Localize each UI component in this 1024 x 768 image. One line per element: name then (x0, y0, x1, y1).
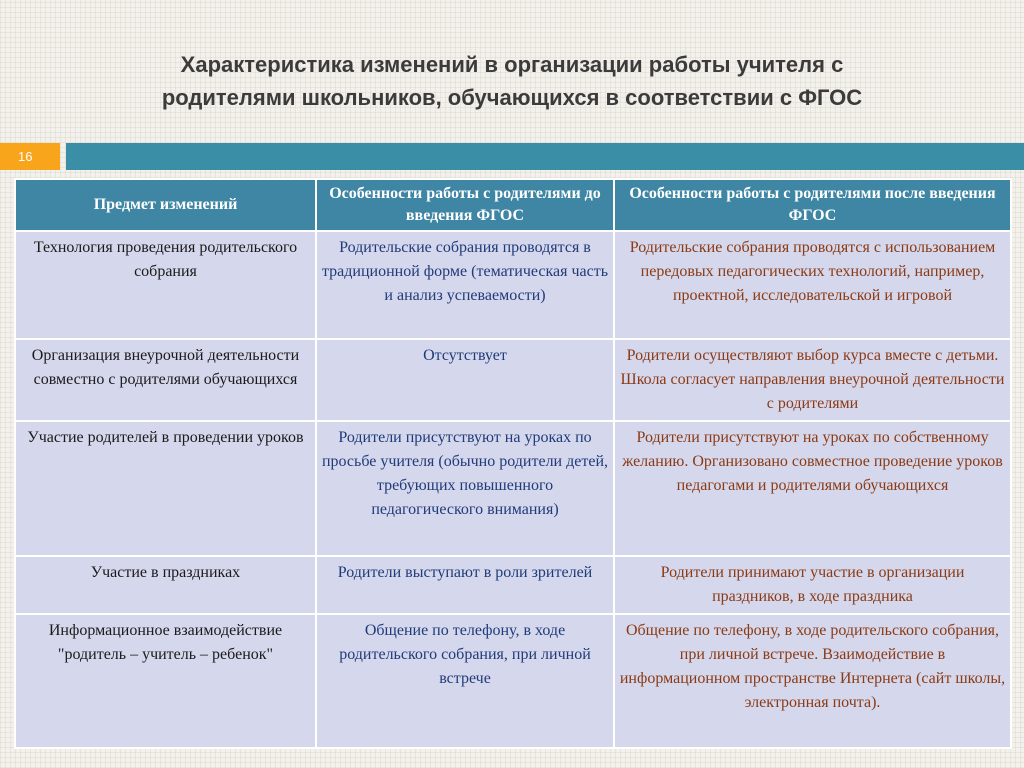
cell-before: Родители присутствуют на уроках по просьбе учителя (обычно родители детей, требующих повышенного педагогического внимания) (316, 421, 614, 556)
table-row (15, 421, 1011, 556)
cell-before: Отсутствует (316, 339, 614, 421)
slide-title-line-2: родителями школьников, обучающихся в соответствии с ФГОС (161, 85, 863, 110)
header-before: Особенности работы с родителями до введения ФГОС (316, 179, 614, 231)
cell-subject: Технология проведения родительского собрания (15, 231, 316, 339)
table-row (15, 614, 1011, 748)
cell-after: Родители осуществляют выбор курса вместе с детьми. Школа согласует направления внеурочной деятельности с родителями (614, 339, 1011, 421)
cell-subject: Организация внеурочной деятельности совместно с родителями обучающихся (15, 339, 316, 421)
accent-bar (66, 143, 1024, 170)
cell-before: Родители выступают в роли зрителей (316, 556, 614, 614)
cell-after: Родители принимают участие в организации праздников, в ходе праздника (614, 556, 1011, 614)
cell-subject: Информационное взаимодействие "родитель – учитель – ребенок" (15, 614, 316, 748)
table-row (15, 231, 1011, 339)
table-row (15, 339, 1011, 421)
cell-before: Родительские собрания проводятся в традиционной форме (тематическая часть и анализ успеваемости) (316, 231, 614, 339)
header-after: Особенности работы с родителями после введения ФГОС (614, 179, 1011, 231)
cell-after: Родительские собрания проводятся с использованием передовых педагогических технологий, например, проектной, исследовательской и игровой (614, 231, 1011, 339)
slide-number-badge: 16 (0, 143, 60, 170)
table-row (15, 556, 1011, 614)
header-subject: Предмет изменений (15, 179, 316, 231)
cell-subject: Участие в праздниках (15, 556, 316, 614)
slide-title (60, 48, 964, 114)
cell-after: Родители присутствуют на уроках по собственному желанию. Организовано совместное проведение уроков педагогами и родителями обучающихся (614, 421, 1011, 556)
cell-before: Общение по телефону, в ходе родительского собрания, при личной встрече (316, 614, 614, 748)
slide-title-line-1: Характеристика изменений в организации работы учителя с (180, 52, 844, 77)
cell-after: Общение по телефону, в ходе родительского собрания, при личной встрече. Взаимодействие в информационном пространстве Интернета (сайт школы, электронная почта). (614, 614, 1011, 748)
table-header-row (15, 179, 1011, 231)
cell-subject: Участие родителей в проведении уроков (15, 421, 316, 556)
comparison-table (14, 178, 1012, 749)
